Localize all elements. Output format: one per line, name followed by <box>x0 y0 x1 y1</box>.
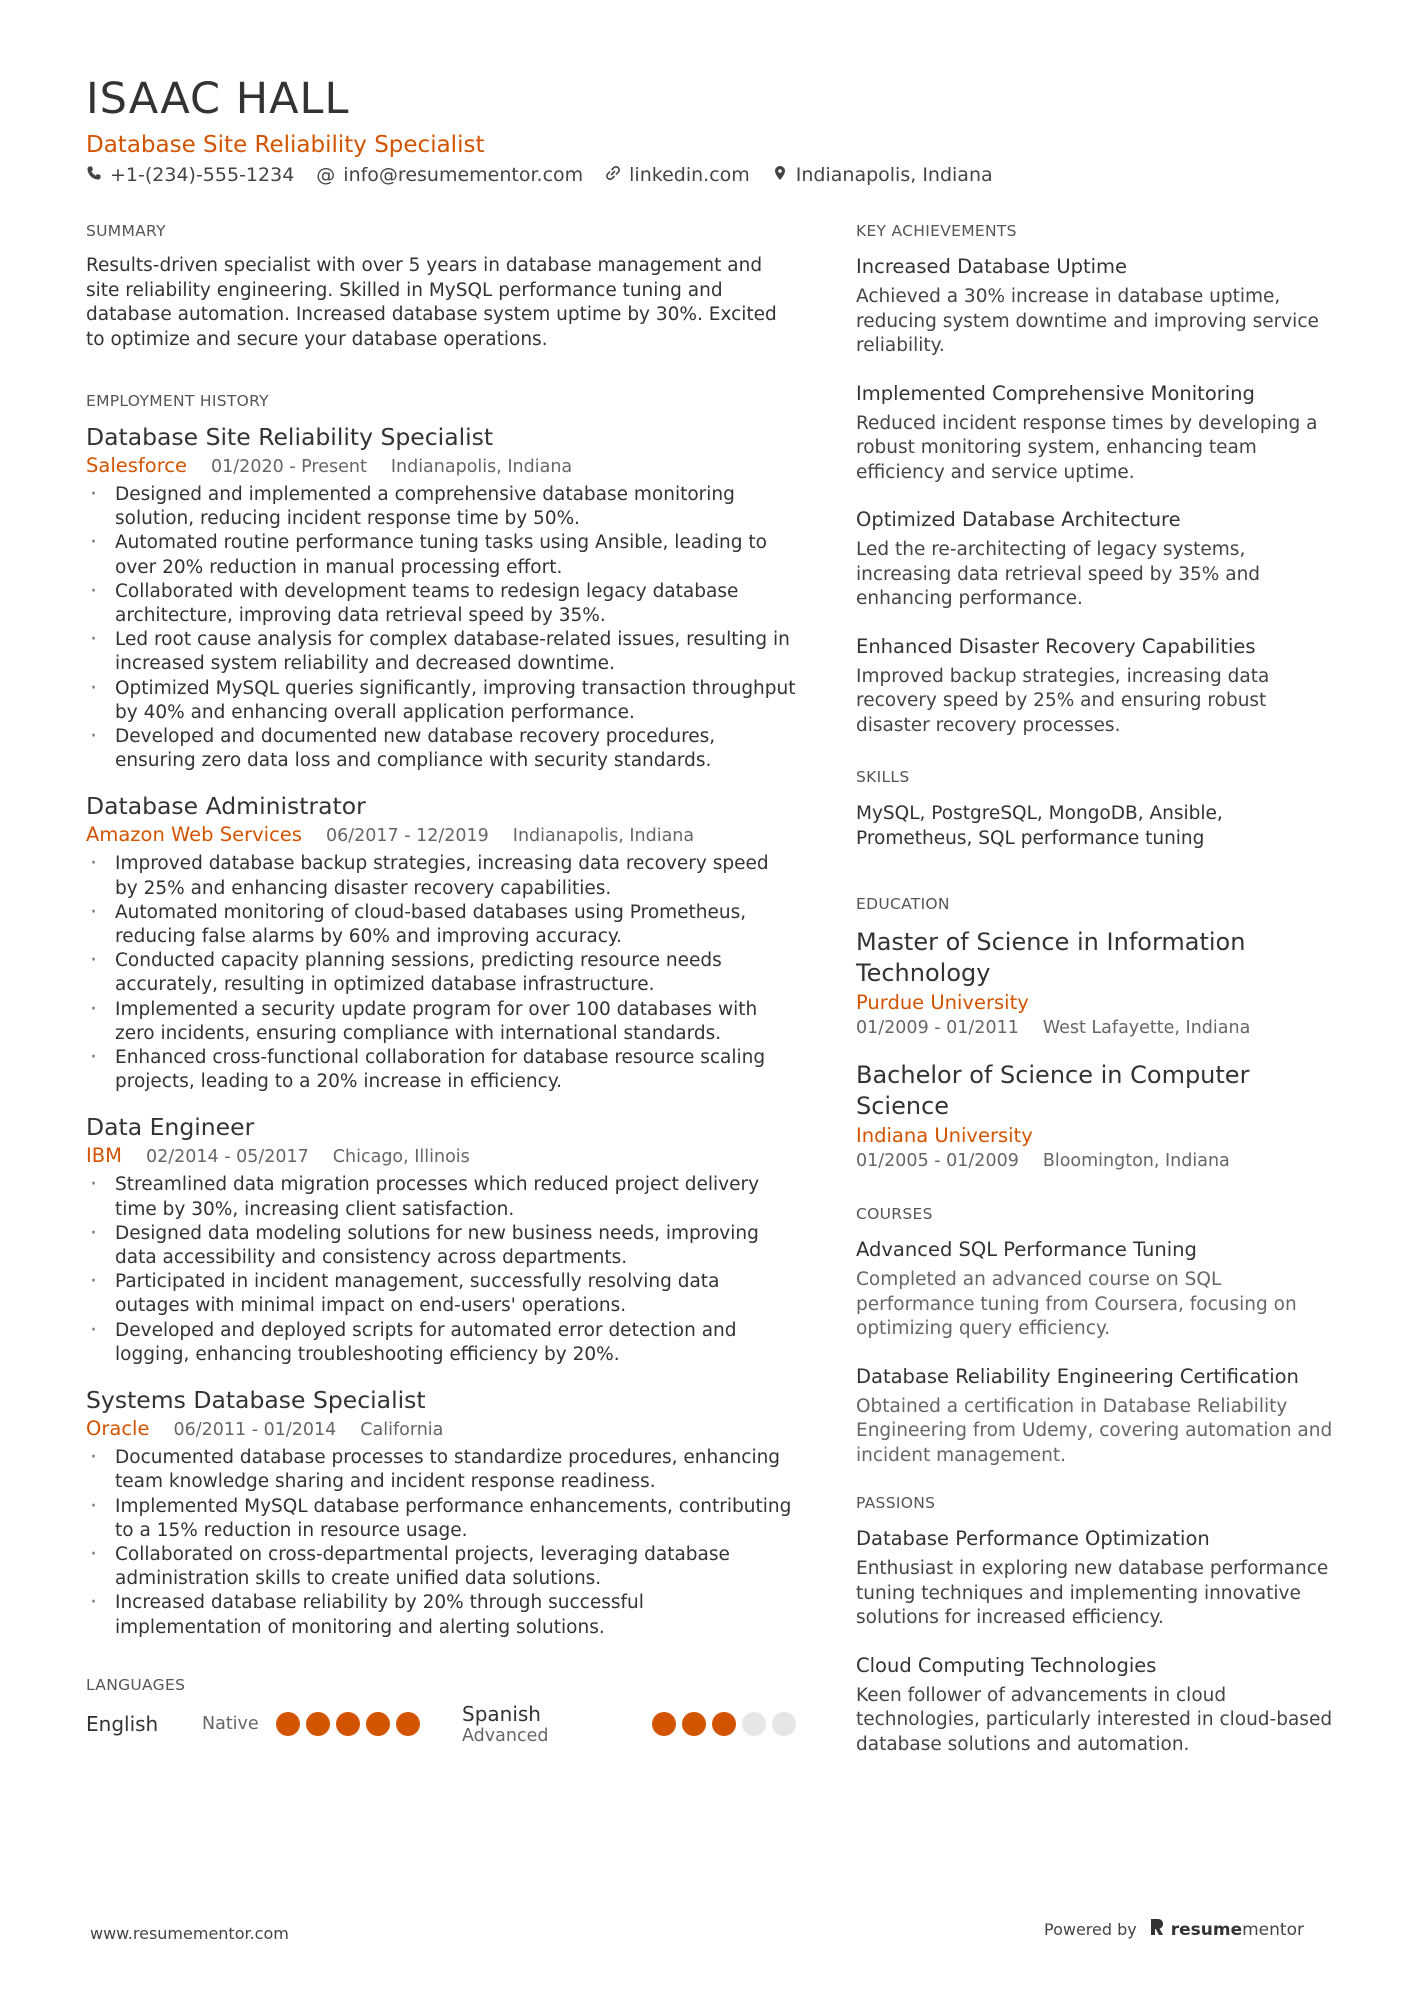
contact-phone[interactable] <box>86 164 294 186</box>
education-degree: Bachelor of Science in Computer Science <box>856 1061 1250 1120</box>
job-bullet: · Implemented a security update program for over 100 databases with zero incidents, ensuring compliance with international standards. <box>86 998 796 1046</box>
job-entry <box>86 1385 796 1640</box>
right-column <box>856 222 1336 1779</box>
course-list <box>856 1237 1336 1468</box>
powered-by-label: Powered by <box>1044 1920 1137 1939</box>
job-bullets <box>86 483 796 773</box>
job-location: California <box>360 1420 444 1441</box>
course-title: Advanced SQL Performance Tuning <box>856 1238 1197 1261</box>
job-bullet: · Collaborated with development teams to redesign legacy database architecture, improving data retrieval speed by 35%. <box>86 580 796 628</box>
languages-row <box>86 1702 796 1746</box>
job-bullet: · Designed data modeling solutions for new business needs, improving data accessibility and consistency across departments. <box>86 1222 796 1270</box>
course-desc: Completed an advanced course on SQL performance tuning from Coursera, focusing on optimizing query efficiency. <box>856 1269 1297 1339</box>
job-title: Database Administrator <box>86 792 366 821</box>
job-location: Chicago, Illinois <box>332 1147 470 1168</box>
job-company: Oracle <box>86 1417 150 1441</box>
courses-section <box>856 1205 1336 1468</box>
job-meta <box>86 454 796 477</box>
education-list <box>856 927 1336 1171</box>
job-entry <box>86 791 796 1094</box>
education-meta <box>856 1151 1336 1171</box>
achievement-item <box>856 634 1336 739</box>
passion-item <box>856 1526 1336 1631</box>
contact-bar <box>86 164 993 186</box>
employment-heading: EMPLOYMENT HISTORY <box>86 392 269 410</box>
rating-dot-filled <box>652 1712 676 1736</box>
job-bullet: · Implemented MySQL database performance enhancements, contributing to a 15% reduction in resource usage. <box>86 1495 796 1543</box>
job-meta <box>86 823 796 846</box>
job-company: IBM <box>86 1144 122 1168</box>
job-bullet: · Documented database processes to standardize procedures, enhancing team knowledge sharing and incident response readiness. <box>86 1446 796 1494</box>
achievement-desc: Improved backup strategies, increasing data recovery speed by 25% and ensuring robust disaster recovery processes. <box>856 665 1270 736</box>
language-text-block <box>462 1702 548 1746</box>
language-spanish <box>462 1702 796 1746</box>
education-section <box>856 895 1336 1171</box>
skills-heading: SKILLS <box>856 768 910 786</box>
location-pin-icon <box>772 164 788 186</box>
passion-item <box>856 1653 1336 1758</box>
course-item <box>856 1364 1336 1469</box>
education-item <box>856 927 1336 1038</box>
job-title: Systems Database Specialist <box>86 1386 426 1415</box>
achievement-item <box>856 381 1336 486</box>
job-location: Indianapolis, Indiana <box>512 826 695 847</box>
education-location: West Lafayette, Indiana <box>1042 1018 1251 1038</box>
job-bullet: · Collaborated on cross-departmental projects, leveraging database administration skills to create unified data solutions. <box>86 1543 796 1591</box>
job-title: Database Site Reliability Specialist <box>86 423 494 451</box>
brand-bold: resume <box>1170 1919 1243 1940</box>
passion-title: Database Performance Optimization <box>856 1527 1210 1550</box>
job-entry <box>86 1112 796 1367</box>
rating-dot-filled <box>396 1712 420 1736</box>
job-meta <box>86 1417 796 1440</box>
phone-icon <box>86 164 102 186</box>
passion-title: Cloud Computing Technologies <box>856 1653 1157 1677</box>
job-bullet: · Optimized MySQL queries significantly, improving transaction throughput by 40% and enhancing overall application performance. <box>86 677 796 725</box>
job-bullet: · Designed and implemented a comprehensive database monitoring solution, reducing incident response time by 50%. <box>86 483 796 531</box>
job-bullets <box>86 1446 796 1640</box>
passion-desc: Keen follower of advancements in cloud technologies, particularly interested in cloud-based database solutions and automation. <box>856 1684 1333 1755</box>
passions-section <box>856 1494 1336 1757</box>
language-name: English <box>86 1711 159 1736</box>
location-text: Indianapolis, Indiana <box>795 164 993 186</box>
summary-section <box>86 222 796 352</box>
education-meta <box>856 1018 1336 1038</box>
linkedin-text: linkedin.com <box>629 164 750 186</box>
footer-website[interactable]: www.resumementor.com <box>90 1924 289 1943</box>
job-dates: 06/2011 - 01/2014 <box>173 1420 337 1441</box>
email-text: info@resumementor.com <box>343 164 584 186</box>
job-bullet: · Increased database reliability by 20% through successful implementation of monitoring and alerting solutions. <box>86 1591 796 1639</box>
education-item <box>856 1060 1336 1171</box>
language-name: Spanish <box>462 1701 541 1726</box>
language-rating <box>276 1712 420 1736</box>
rating-dot-empty <box>742 1712 766 1736</box>
achievement-item <box>856 254 1336 359</box>
courses-heading: COURSES <box>856 1205 933 1223</box>
contact-linkedin[interactable] <box>605 164 750 186</box>
education-degree: Master of Science in Information Technology <box>856 928 1246 987</box>
achievement-item <box>856 507 1336 612</box>
achievement-list <box>856 254 1336 738</box>
languages-section <box>86 1676 796 1746</box>
achievement-title: Enhanced Disaster Recovery Capabilities <box>856 634 1256 658</box>
passion-list <box>856 1526 1336 1757</box>
link-icon <box>605 164 621 186</box>
job-dates: 01/2020 - Present <box>211 457 367 477</box>
language-english <box>86 1712 462 1736</box>
language-rating <box>652 1712 796 1736</box>
job-bullet: · Conducted capacity planning sessions, predicting resource needs accurately, resulting in optimized database infrastructure. <box>86 949 796 997</box>
job-bullets <box>86 852 796 1094</box>
course-item <box>856 1237 1336 1342</box>
phone-text: +1-(234)-555-1234 <box>110 164 295 186</box>
education-school: Indiana University <box>856 1124 1033 1147</box>
job-meta <box>86 1144 796 1167</box>
language-level: Advanced <box>462 1725 549 1746</box>
resumementor-logo-icon <box>1149 1918 1165 1941</box>
language-level: Native <box>202 1713 259 1734</box>
achievement-title: Implemented Comprehensive Monitoring <box>856 381 1255 405</box>
job-bullet: · Automated monitoring of cloud-based databases using Prometheus, reducing false alarms by 60% and improving accuracy. <box>86 901 796 949</box>
at-icon: @ <box>316 164 336 186</box>
job-company: Salesforce <box>86 454 188 477</box>
job-location: Indianapolis, Indiana <box>390 457 573 477</box>
achievements-section <box>856 222 1336 738</box>
education-dates: 01/2005 - 01/2009 <box>856 1151 1019 1171</box>
rating-dot-filled <box>306 1712 330 1736</box>
job-dates: 06/2017 - 12/2019 <box>325 826 489 847</box>
job-bullet: · Improved database backup strategies, increasing data recovery speed by 25% and enhancing disaster recovery capabilities. <box>86 852 796 900</box>
education-heading: EDUCATION <box>856 895 950 913</box>
left-column <box>86 222 796 1746</box>
job-bullet: · Led root cause analysis for complex database-related issues, resulting in increased system reliability and decreased downtime. <box>86 628 796 676</box>
job-company: Amazon Web Services <box>86 823 302 847</box>
job-bullets <box>86 1173 796 1367</box>
brand-logo[interactable] <box>1149 1918 1304 1941</box>
brand-light: mentor <box>1242 1919 1304 1940</box>
candidate-title: Database Site Reliability Specialist <box>86 132 485 158</box>
languages-heading: LANGUAGES <box>86 1675 186 1694</box>
passion-desc: Enthusiast in exploring new database performance tuning techniques and implementing innovative solutions for increased efficiency. <box>856 1558 1329 1628</box>
rating-dot-filled <box>336 1712 360 1736</box>
job-bullet: · Automated routine performance tuning tasks using Ansible, leading to over 20% reduction in manual processing effort. <box>86 531 796 579</box>
skills-section <box>856 768 1336 851</box>
course-title: Database Reliability Engineering Certification <box>856 1364 1299 1388</box>
education-dates: 01/2009 - 01/2011 <box>856 1018 1019 1038</box>
job-bullet: · Developed and documented new database recovery procedures, ensuring zero data loss and compliance with security standards. <box>86 725 796 773</box>
achievement-desc: Reduced incident response times by developing a robust monitoring system, enhancing team efficiency and service uptime. <box>856 412 1318 483</box>
candidate-name: ISAAC HALL <box>86 74 350 124</box>
contact-email[interactable] <box>316 164 583 186</box>
job-entry <box>86 422 796 773</box>
brand-text <box>1171 1920 1304 1940</box>
job-bullet: · Streamlined data migration processes which reduced project delivery time by 30%, increasing client satisfaction. <box>86 1173 796 1221</box>
rating-dot-filled <box>366 1712 390 1736</box>
achievement-title: Optimized Database Architecture <box>856 508 1181 531</box>
rating-dot-filled <box>712 1712 736 1736</box>
passions-heading: PASSIONS <box>856 1494 936 1512</box>
job-title: Data Engineer <box>86 1113 255 1142</box>
education-location: Bloomington, Indiana <box>1042 1151 1230 1171</box>
achievement-desc: Led the re-architecting of legacy systems, increasing data retrieval speed by 35% and enhancing performance. <box>856 539 1261 609</box>
job-bullet: · Enhanced cross-functional collaboration for database resource scaling projects, leading to a 20% increase in efficiency. <box>86 1046 796 1094</box>
contact-location <box>772 164 993 186</box>
summary-heading: SUMMARY <box>86 222 166 240</box>
job-bullet: · Developed and deployed scripts for automated error detection and logging, enhancing troubleshooting efficiency by 20%. <box>86 1319 796 1367</box>
job-bullet: · Participated in incident management, successfully resolving data outages with minimal impact on end-users' operations. <box>86 1270 796 1318</box>
achievements-heading: KEY ACHIEVEMENTS <box>856 222 1017 240</box>
course-desc: Obtained a certification in Database Reliability Engineering from Udemy, covering automation and incident management. <box>856 1395 1333 1466</box>
rating-dot-filled <box>682 1712 706 1736</box>
rating-dot-empty <box>772 1712 796 1736</box>
achievement-desc: Achieved a 30% increase in database uptime, reducing system downtime and improving service reliability. <box>856 286 1319 356</box>
summary-text: Results-driven specialist with over 5 years in database management and site reliability engineering. Skilled in MySQL performance tuning and database automation. Increased database system uptime by 30%. Excited to optimize and secure your database operations. <box>86 255 777 350</box>
achievement-title: Increased Database Uptime <box>856 255 1128 278</box>
job-list <box>86 422 796 1640</box>
education-school: Purdue University <box>856 991 1029 1014</box>
rating-dot-filled <box>276 1712 300 1736</box>
footer-powered <box>1044 1918 1304 1941</box>
employment-section <box>86 392 796 1640</box>
skills-text: MySQL, PostgreSQL, MongoDB, Ansible, Prometheus, SQL performance tuning <box>856 803 1223 849</box>
job-dates: 02/2014 - 05/2017 <box>145 1147 309 1168</box>
